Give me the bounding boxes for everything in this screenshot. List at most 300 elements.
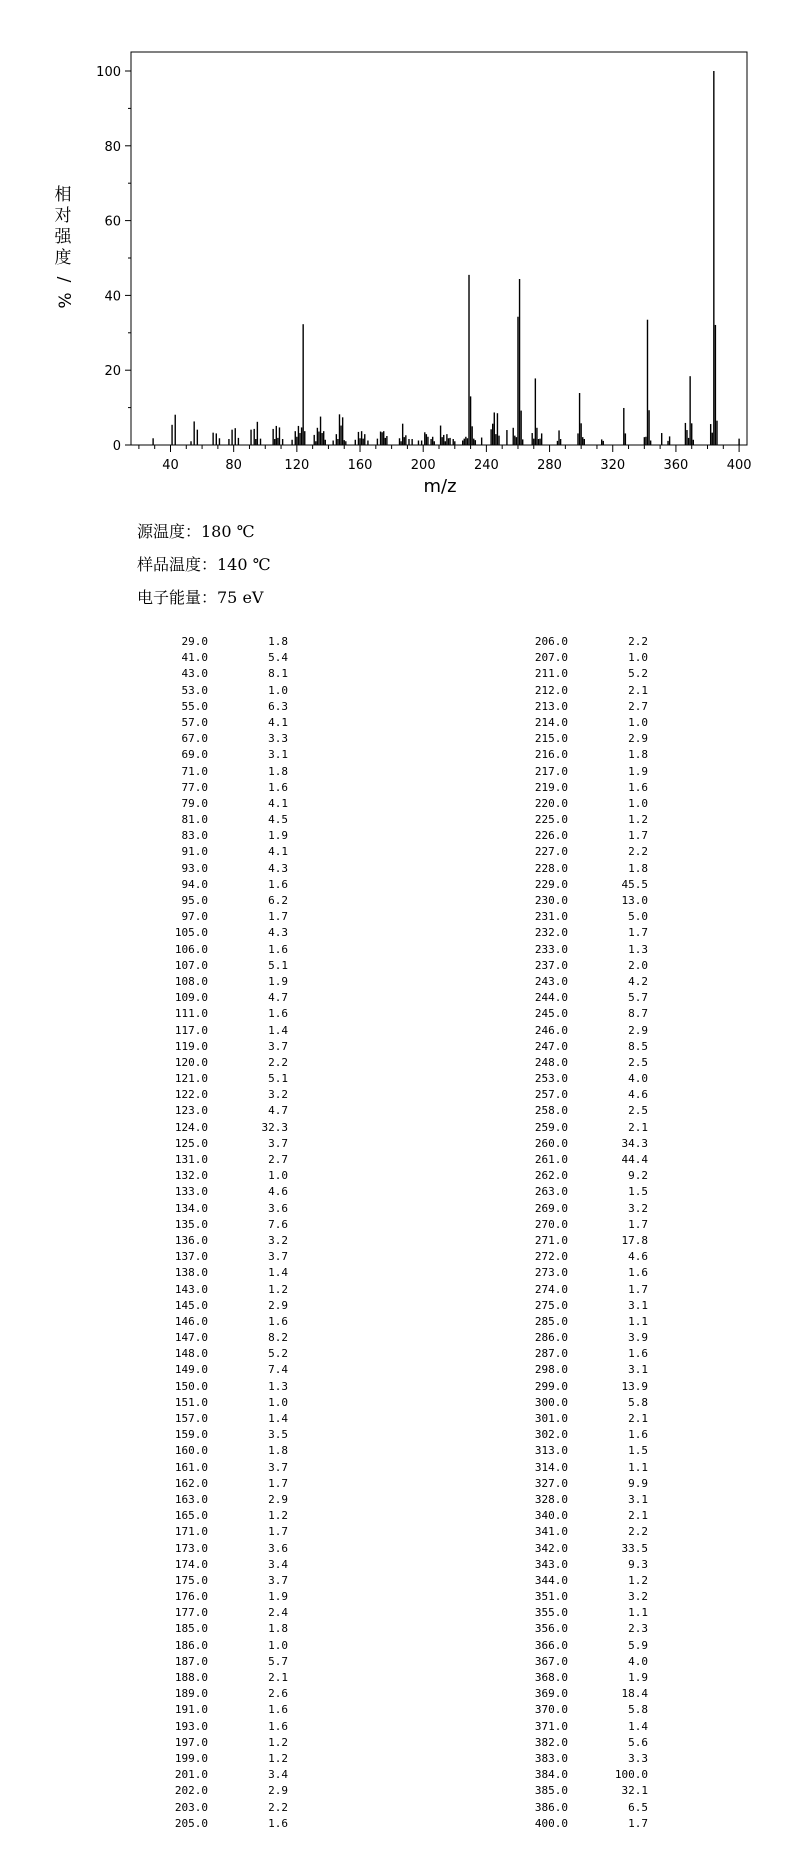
peak-row xyxy=(160,1023,288,1039)
peak-abundance: 2.2 xyxy=(628,635,648,648)
x-tick-label: 80 xyxy=(225,458,242,473)
peak-row xyxy=(160,1443,288,1459)
y-tick-label: 60 xyxy=(104,214,121,230)
peak-row xyxy=(520,877,648,893)
peak-abundance: 3.3 xyxy=(268,732,288,746)
peak-row xyxy=(520,1233,648,1249)
x-tick-label: 280 xyxy=(537,458,562,473)
peak-mz: 41.0 xyxy=(181,651,208,665)
peak-mz: 214.0 xyxy=(534,715,568,729)
peak-abundance: 5.1 xyxy=(268,1072,288,1086)
peak-abundance: 1.0 xyxy=(628,715,648,729)
peak-mz: 171.0 xyxy=(174,1525,208,1539)
peak-mz: 383.0 xyxy=(534,1751,568,1765)
peak-mz: 117.0 xyxy=(174,1023,208,1037)
peak-abundance: 9.9 xyxy=(628,1476,648,1490)
peak-row xyxy=(520,1395,648,1411)
peak-abundance: 3.2 xyxy=(268,1233,288,1247)
peak-abundance: 4.3 xyxy=(268,861,288,875)
peak-mz: 207.0 xyxy=(534,651,568,665)
peak-mz: 248.0 xyxy=(534,1055,568,1069)
peak-abundance: 2.9 xyxy=(628,1023,648,1037)
peak-abundance: 6.2 xyxy=(268,894,288,907)
peak-abundance: 1.2 xyxy=(268,1735,288,1749)
peak-row xyxy=(520,958,648,974)
peak-abundance: 1.8 xyxy=(268,764,288,778)
peak-abundance: 1.4 xyxy=(268,1023,288,1037)
peak-abundance: 1.6 xyxy=(268,780,288,794)
peak-table-left xyxy=(160,634,288,1832)
peak-abundance: 1.7 xyxy=(268,1476,288,1490)
peak-abundance: 3.1 xyxy=(628,1363,648,1377)
peak-abundance: 1.7 xyxy=(628,926,648,940)
peak-row xyxy=(160,1265,288,1281)
peak-row xyxy=(520,731,648,747)
peak-row xyxy=(520,715,648,731)
peak-abundance: 1.3 xyxy=(628,942,648,956)
peak-mz: 119.0 xyxy=(174,1039,208,1053)
peak-abundance: 1.2 xyxy=(268,1509,288,1523)
peak-abundance: 3.1 xyxy=(628,1298,648,1312)
peak-mz: 237.0 xyxy=(534,958,568,972)
peak-abundance: 2.2 xyxy=(268,1800,288,1814)
peak-mz: 366.0 xyxy=(534,1638,568,1652)
peak-mz: 193.0 xyxy=(174,1719,208,1733)
peak-mz: 301.0 xyxy=(534,1412,568,1425)
peak-mz: 226.0 xyxy=(534,829,568,843)
peak-abundance: 1.0 xyxy=(268,1169,288,1183)
peak-mz: 123.0 xyxy=(174,1104,208,1118)
peak-abundance: 5.2 xyxy=(268,1347,288,1361)
x-axis-ticks xyxy=(139,445,752,473)
peak-mz: 71.0 xyxy=(181,764,208,778)
peak-mz: 160.0 xyxy=(174,1444,208,1458)
peak-mz: 263.0 xyxy=(534,1185,568,1199)
peak-abundance: 17.8 xyxy=(621,1233,648,1247)
y-tick-label: 40 xyxy=(104,289,121,305)
peak-row xyxy=(520,666,648,682)
peak-row xyxy=(520,1670,648,1686)
peak-row xyxy=(520,1120,648,1136)
sample-temperature: 样品温度：140 ℃ xyxy=(137,555,271,574)
peak-abundance: 4.2 xyxy=(628,974,648,988)
mass-spectrum-chart xyxy=(0,0,794,510)
peak-row xyxy=(160,1816,288,1832)
peak-mz: 188.0 xyxy=(174,1671,208,1684)
peak-mz: 341.0 xyxy=(534,1525,568,1539)
peak-mz: 149.0 xyxy=(174,1363,208,1377)
peak-abundance: 1.9 xyxy=(268,974,288,988)
peak-mz: 382.0 xyxy=(534,1735,568,1749)
peak-row xyxy=(160,1217,288,1233)
peak-row xyxy=(160,1120,288,1136)
peak-mz: 327.0 xyxy=(534,1476,568,1490)
peak-row xyxy=(160,1508,288,1524)
peak-row xyxy=(160,1719,288,1735)
peak-abundance: 1.6 xyxy=(268,877,288,891)
peak-mz: 134.0 xyxy=(174,1201,208,1215)
peak-mz: 233.0 xyxy=(534,942,568,956)
peak-abundance: 1.8 xyxy=(268,1622,288,1636)
peak-mz: 385.0 xyxy=(534,1784,568,1798)
peak-row xyxy=(520,844,648,860)
peak-abundance: 1.2 xyxy=(268,1282,288,1296)
peak-abundance: 8.1 xyxy=(268,667,288,681)
peak-abundance: 1.7 xyxy=(268,910,288,924)
peak-mz: 197.0 xyxy=(174,1735,208,1749)
peak-row xyxy=(520,650,648,666)
source-temperature: 源温度：180 ℃ xyxy=(137,522,255,541)
peak-abundance: 1.5 xyxy=(628,1185,648,1199)
peak-abundance: 1.6 xyxy=(268,942,288,956)
peak-mz: 368.0 xyxy=(534,1671,568,1684)
y-axis-label xyxy=(50,185,76,311)
peak-abundance: 5.7 xyxy=(628,991,648,1005)
peak-row xyxy=(160,1605,288,1621)
y-tick-label: 80 xyxy=(104,139,121,155)
peak-row xyxy=(520,812,648,828)
peak-row xyxy=(520,747,648,763)
peak-abundance: 1.7 xyxy=(268,1525,288,1539)
peak-mz: 351.0 xyxy=(534,1590,568,1604)
peak-mz: 328.0 xyxy=(534,1492,568,1506)
peak-mz: 43.0 xyxy=(181,667,208,681)
peak-mz: 367.0 xyxy=(534,1654,568,1668)
peak-mz: 120.0 xyxy=(174,1055,208,1069)
peak-abundance: 13.9 xyxy=(621,1379,648,1393)
peak-abundance: 1.9 xyxy=(628,1671,648,1684)
peak-row xyxy=(160,877,288,893)
peak-abundance: 7.6 xyxy=(268,1217,288,1231)
peak-row xyxy=(520,1492,648,1508)
peak-abundance: 9.2 xyxy=(628,1169,648,1183)
y-tick-label: 20 xyxy=(104,364,121,380)
peak-abundance: 1.8 xyxy=(628,748,648,762)
peak-abundance: 3.6 xyxy=(268,1201,288,1215)
peak-mz: 199.0 xyxy=(174,1751,208,1765)
peak-mz: 287.0 xyxy=(534,1347,568,1361)
peak-abundance: 4.3 xyxy=(268,926,288,940)
peak-abundance: 1.6 xyxy=(268,1816,288,1830)
peak-mz: 386.0 xyxy=(534,1800,568,1814)
peak-row xyxy=(160,942,288,958)
peak-row xyxy=(520,925,648,941)
peak-row xyxy=(160,634,288,650)
peak-abundance: 2.1 xyxy=(628,683,648,697)
peak-row xyxy=(160,1379,288,1395)
peak-abundance: 6.3 xyxy=(268,699,288,713)
peak-mz: 215.0 xyxy=(534,732,568,746)
peak-abundance: 5.8 xyxy=(628,1395,648,1409)
peak-mz: 186.0 xyxy=(174,1638,208,1652)
peak-row xyxy=(520,1023,648,1039)
peak-abundance: 1.1 xyxy=(628,1314,648,1328)
peak-abundance: 2.5 xyxy=(628,1055,648,1069)
peak-row xyxy=(520,1638,648,1654)
peak-mz: 81.0 xyxy=(181,813,208,827)
peak-row xyxy=(520,1362,648,1378)
peak-mz: 300.0 xyxy=(534,1395,568,1409)
peak-abundance: 1.1 xyxy=(628,1606,648,1620)
peak-row xyxy=(160,1751,288,1767)
peak-mz: 57.0 xyxy=(181,715,208,729)
peak-abundance: 5.6 xyxy=(628,1735,648,1749)
peak-abundance: 2.6 xyxy=(268,1687,288,1701)
peak-mz: 176.0 xyxy=(174,1590,208,1604)
peak-row xyxy=(160,715,288,731)
peak-abundance: 4.7 xyxy=(268,991,288,1005)
peak-mz: 273.0 xyxy=(534,1266,568,1280)
peak-row xyxy=(520,942,648,958)
peak-row xyxy=(160,1282,288,1298)
peak-abundance: 5.9 xyxy=(628,1638,648,1652)
peak-row xyxy=(520,1217,648,1233)
peak-row xyxy=(520,1654,648,1670)
peak-abundance: 2.9 xyxy=(268,1492,288,1506)
peak-mz: 400.0 xyxy=(534,1816,568,1830)
peak-mz: 342.0 xyxy=(534,1541,568,1555)
peak-mz: 187.0 xyxy=(174,1654,208,1668)
y-tick-label: 0 xyxy=(112,439,121,454)
peak-mz: 147.0 xyxy=(174,1331,208,1345)
x-tick-label: 40 xyxy=(162,458,179,473)
peak-abundance: 33.5 xyxy=(621,1541,648,1555)
peak-abundance: 4.0 xyxy=(628,1072,648,1086)
peak-row xyxy=(520,974,648,990)
peak-abundance: 1.8 xyxy=(268,635,288,648)
peak-abundance: 2.0 xyxy=(628,958,648,972)
y-axis-label-char: 对 xyxy=(54,206,72,226)
peak-row xyxy=(160,699,288,715)
peak-abundance: 1.6 xyxy=(628,780,648,794)
peak-abundance: 3.1 xyxy=(268,748,288,762)
peak-row xyxy=(520,699,648,715)
peak-mz: 202.0 xyxy=(174,1784,208,1798)
peak-mz: 108.0 xyxy=(174,974,208,988)
peak-row xyxy=(160,1654,288,1670)
peak-row xyxy=(520,1541,648,1557)
peak-mz: 94.0 xyxy=(181,877,208,891)
spectrum-peaks xyxy=(153,71,739,445)
peak-abundance: 6.5 xyxy=(628,1800,648,1814)
peak-mz: 97.0 xyxy=(181,910,208,924)
peak-row xyxy=(160,1039,288,1055)
peak-row xyxy=(160,1573,288,1589)
peak-row xyxy=(520,1411,648,1427)
peak-row xyxy=(160,650,288,666)
peak-abundance: 3.6 xyxy=(268,1541,288,1555)
peak-row xyxy=(160,1541,288,1557)
peak-mz: 262.0 xyxy=(534,1169,568,1183)
peak-mz: 138.0 xyxy=(174,1266,208,1280)
peak-mz: 93.0 xyxy=(181,861,208,875)
peak-row xyxy=(520,1249,648,1265)
peak-row xyxy=(520,1460,648,1476)
x-tick-label: 160 xyxy=(347,458,373,473)
peak-mz: 29.0 xyxy=(181,635,208,648)
peak-mz: 216.0 xyxy=(534,748,568,762)
x-tick-label: 120 xyxy=(284,458,310,473)
peak-row xyxy=(160,1702,288,1718)
x-tick-label: 400 xyxy=(726,458,752,473)
peak-abundance: 32.1 xyxy=(621,1784,648,1798)
peak-row xyxy=(160,1152,288,1168)
peak-mz: 344.0 xyxy=(534,1573,568,1587)
peak-row xyxy=(160,780,288,796)
peak-mz: 314.0 xyxy=(534,1460,568,1474)
peak-abundance: 2.2 xyxy=(628,845,648,859)
peak-abundance: 2.1 xyxy=(268,1671,288,1684)
peak-mz: 275.0 xyxy=(534,1298,568,1312)
peak-abundance: 3.2 xyxy=(628,1590,648,1604)
peak-row xyxy=(520,1282,648,1298)
peak-mz: 79.0 xyxy=(181,796,208,810)
peak-row xyxy=(520,1136,648,1152)
peak-row xyxy=(160,1314,288,1330)
peak-row xyxy=(160,1621,288,1637)
peak-mz: 165.0 xyxy=(174,1509,208,1523)
peak-row xyxy=(520,1589,648,1605)
peak-row xyxy=(160,1492,288,1508)
peak-mz: 174.0 xyxy=(174,1557,208,1571)
peak-mz: 225.0 xyxy=(534,813,568,827)
peak-mz: 121.0 xyxy=(174,1072,208,1086)
peak-abundance: 2.1 xyxy=(628,1120,648,1134)
peak-mz: 219.0 xyxy=(534,780,568,794)
peak-mz: 340.0 xyxy=(534,1509,568,1523)
peak-abundance: 2.3 xyxy=(628,1622,648,1636)
peak-row xyxy=(520,1346,648,1362)
peak-row xyxy=(160,1201,288,1217)
peak-mz: 132.0 xyxy=(174,1169,208,1183)
peak-mz: 220.0 xyxy=(534,796,568,810)
peak-mz: 298.0 xyxy=(534,1363,568,1377)
peak-abundance: 8.7 xyxy=(628,1007,648,1021)
peak-row xyxy=(520,780,648,796)
peak-row xyxy=(160,828,288,844)
peak-abundance: 1.6 xyxy=(628,1266,648,1280)
peak-mz: 77.0 xyxy=(181,780,208,794)
peak-abundance: 3.7 xyxy=(268,1250,288,1264)
peak-abundance: 8.2 xyxy=(268,1331,288,1345)
peak-mz: 243.0 xyxy=(534,974,568,988)
peak-row xyxy=(160,990,288,1006)
peak-mz: 258.0 xyxy=(534,1104,568,1118)
peak-row xyxy=(520,1103,648,1119)
peak-row xyxy=(520,1427,648,1443)
peak-mz: 230.0 xyxy=(534,894,568,907)
peak-mz: 259.0 xyxy=(534,1120,568,1134)
x-tick-label: 200 xyxy=(410,458,436,473)
peak-abundance: 100.0 xyxy=(614,1768,648,1782)
peak-abundance: 4.6 xyxy=(628,1250,648,1264)
peak-abundance: 1.2 xyxy=(268,1751,288,1765)
peak-row xyxy=(520,1621,648,1637)
peak-abundance: 1.0 xyxy=(268,683,288,697)
peak-abundance: 4.5 xyxy=(268,813,288,827)
peak-mz: 150.0 xyxy=(174,1379,208,1393)
peak-mz: 151.0 xyxy=(174,1395,208,1409)
peak-abundance: 2.7 xyxy=(628,699,648,713)
peak-row xyxy=(520,1314,648,1330)
peak-abundance: 2.2 xyxy=(268,1055,288,1069)
peak-row xyxy=(160,974,288,990)
peak-row xyxy=(160,683,288,699)
peak-row xyxy=(160,796,288,812)
peak-abundance: 2.1 xyxy=(628,1412,648,1425)
peak-abundance: 45.5 xyxy=(621,877,648,891)
peak-row xyxy=(520,1055,648,1071)
peak-row xyxy=(520,1298,648,1314)
peak-mz: 244.0 xyxy=(534,991,568,1005)
peak-row xyxy=(520,909,648,925)
peak-abundance: 1.0 xyxy=(628,796,648,810)
peak-abundance: 4.1 xyxy=(268,796,288,810)
peak-abundance: 3.4 xyxy=(268,1557,288,1571)
peak-abundance: 3.7 xyxy=(268,1573,288,1587)
peak-row xyxy=(160,1087,288,1103)
peak-mz: 163.0 xyxy=(174,1492,208,1506)
peak-row xyxy=(160,844,288,860)
peak-row xyxy=(160,812,288,828)
peak-row xyxy=(520,796,648,812)
peak-abundance: 1.6 xyxy=(268,1007,288,1021)
peak-row xyxy=(160,1346,288,1362)
peak-mz: 274.0 xyxy=(534,1282,568,1296)
peak-mz: 135.0 xyxy=(174,1217,208,1231)
peak-mz: 162.0 xyxy=(174,1476,208,1490)
peak-mz: 161.0 xyxy=(174,1460,208,1474)
peak-mz: 185.0 xyxy=(174,1622,208,1636)
peak-mz: 53.0 xyxy=(181,683,208,697)
y-axis-label-char: 相 xyxy=(54,185,72,205)
peak-row xyxy=(520,683,648,699)
peak-mz: 355.0 xyxy=(534,1606,568,1620)
peak-abundance: 2.4 xyxy=(268,1606,288,1620)
peak-row xyxy=(160,1589,288,1605)
measurement-conditions xyxy=(137,515,271,614)
peak-row xyxy=(520,634,648,650)
peak-abundance: 44.4 xyxy=(621,1153,648,1166)
peak-abundance: 4.7 xyxy=(268,1104,288,1118)
peak-abundance: 1.6 xyxy=(628,1428,648,1442)
peak-mz: 173.0 xyxy=(174,1541,208,1555)
y-axis-label-char: / xyxy=(53,276,74,283)
peak-abundance: 32.3 xyxy=(261,1120,288,1134)
peak-abundance: 1.8 xyxy=(268,1444,288,1458)
peak-mz: 69.0 xyxy=(181,748,208,762)
peak-mz: 146.0 xyxy=(174,1314,208,1328)
peak-row xyxy=(520,1702,648,1718)
peak-row xyxy=(520,861,648,877)
peak-mz: 148.0 xyxy=(174,1347,208,1361)
peak-row xyxy=(520,1816,648,1832)
peak-abundance: 1.8 xyxy=(628,861,648,875)
peak-row xyxy=(520,1783,648,1799)
peak-mz: 343.0 xyxy=(534,1557,568,1571)
peak-row xyxy=(160,958,288,974)
peak-abundance: 1.9 xyxy=(268,1590,288,1604)
peak-row xyxy=(160,1136,288,1152)
peak-mz: 356.0 xyxy=(534,1622,568,1636)
peak-row xyxy=(520,1152,648,1168)
peak-abundance: 5.2 xyxy=(628,667,648,681)
peak-mz: 253.0 xyxy=(534,1072,568,1086)
peak-abundance: 8.5 xyxy=(628,1039,648,1053)
peak-abundance: 1.5 xyxy=(628,1444,648,1458)
peak-row xyxy=(160,893,288,909)
peak-row xyxy=(160,1800,288,1816)
